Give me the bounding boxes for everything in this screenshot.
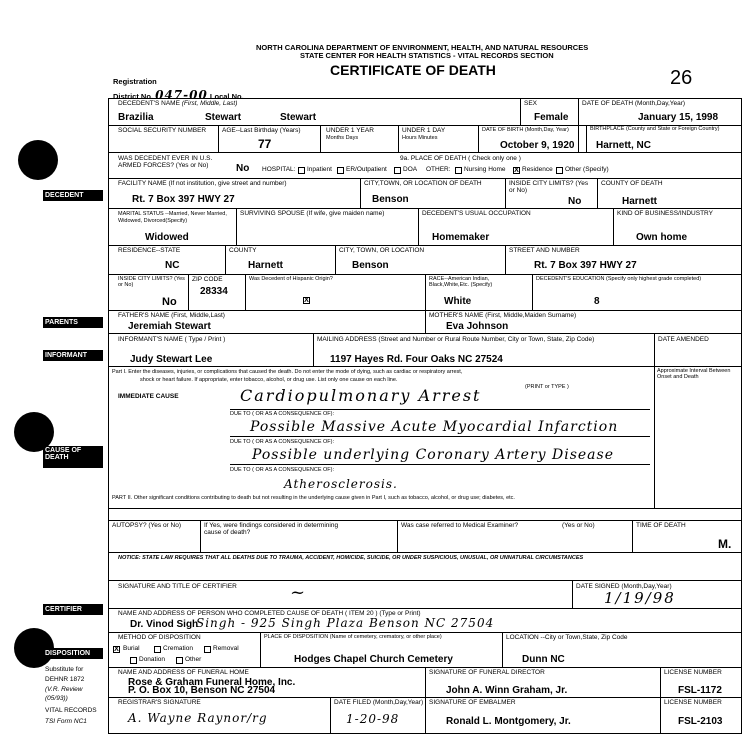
due-to-d-label: DUE TO ( OR AS A CONSEQUENCE OF): — [230, 467, 335, 473]
county-label: COUNTY — [229, 247, 257, 254]
approx-label: Approximate Interval Between Onset and Death — [657, 368, 731, 380]
inside-city-label: INSIDE CITY LIMITS? (Yes or No) — [509, 180, 589, 194]
place-death-label: 9a. PLACE OF DEATH ( Check only one ) — [400, 155, 521, 162]
fh-name: Rose & Graham Funeral Home, Inc. — [128, 677, 296, 688]
part1-text-b: shock or heart failure. If appropriate, enter tobacco, alcohol, or drug use. List only one cause on each line. — [140, 377, 398, 383]
location-value: Dunn NC — [522, 654, 565, 665]
decedent-middle: Stewart — [205, 112, 242, 123]
amended-label: DATE AMENDED — [658, 336, 709, 343]
county-death-label: COUNTY OF DEATH — [601, 180, 663, 187]
sub-line-5: VITAL RECORDS — [45, 707, 97, 714]
hispanic-label: Was Decedent of Hispanic Origin? — [249, 276, 333, 282]
license1-label: LICENSE NUMBER — [664, 669, 722, 676]
section-parents: PARENTS — [43, 317, 103, 328]
section-cause: CAUSE OF DEATH — [43, 446, 103, 468]
district-label: District No. 047-00 Local No. — [113, 88, 244, 102]
dob-value: October 9, 1920 — [500, 140, 575, 151]
license1-value: FSL-1172 — [678, 685, 722, 696]
birthplace-value: Harnett, NC — [596, 140, 652, 151]
decedent-last: Stewart — [280, 112, 317, 123]
page-title: CERTIFICATE OF DEATH — [330, 62, 496, 78]
ssn-label: SOCIAL SECURITY NUMBER — [118, 127, 207, 134]
age-value: 77 — [258, 137, 272, 151]
hospital-label: HOSPITAL: — [262, 166, 296, 173]
inside-city-value: No — [568, 196, 582, 207]
burial-checkbox[interactable]: X — [114, 646, 119, 653]
father-label: FATHER'S NAME (First, Middle,Last) — [118, 312, 225, 319]
doa-label: DOA — [403, 166, 418, 173]
hole-punch-top — [18, 140, 58, 180]
other-label: OTHER: — [426, 166, 451, 173]
nursing-label: Nursing Home — [464, 166, 506, 173]
nursing-checkbox[interactable] — [455, 167, 462, 174]
name-label: DECEDENT'S NAME (First, Middle, Last) — [118, 100, 238, 107]
kind-business-label: KIND OF BUSINESS/INDUSTRY — [617, 210, 713, 217]
section-certifier: CERTIFIER — [43, 604, 103, 615]
hispanic-no-checkbox[interactable]: X — [304, 297, 309, 304]
place-disp-label: PLACE OF DISPOSITION (Name of cemetery, crematory, or other place) — [264, 634, 442, 640]
education-value: 8 — [594, 296, 600, 307]
doa-checkbox[interactable] — [394, 167, 401, 174]
cause-d: Atherosclerosis. — [284, 477, 398, 491]
section-disposition: DISPOSITION — [43, 648, 103, 659]
res-state-value: NC — [165, 260, 180, 271]
res-county-value: Harnett — [248, 260, 284, 271]
sub-line-1: Substitute for — [45, 666, 84, 673]
spouse-label: SURVIVING SPOUSE (If wife, give maiden name) — [240, 210, 385, 217]
city-town-label: CITY,TOWN, OR LOCATION OF DEATH — [364, 180, 482, 187]
street-label: STREET AND NUMBER — [509, 247, 580, 254]
autopsy-label: AUTOPSY? (Yes or No) — [112, 522, 181, 529]
other-spec-checkbox[interactable] — [556, 167, 563, 174]
removal-checkbox[interactable] — [204, 646, 211, 653]
age-label: AGE--Last Birthday (Years) — [222, 127, 301, 134]
dod-label: DATE OF DEATH (Month,Day,Year) — [582, 100, 686, 107]
marital-value: Widowed — [145, 232, 189, 243]
print-type-label: (PRINT or TYPE ) — [525, 384, 569, 390]
method-label: METHOD OF DISPOSITION — [118, 634, 201, 641]
inside-city2-label: INSIDE CITY LIMITS? (Yes or No) — [118, 276, 185, 288]
facility-value: Rt. 7 Box 397 HWY 27 — [132, 194, 235, 205]
cert-addr-label: NAME AND ADDRESS OF PERSON WHO COMPLETED CAUSE OF DEATH ( ITEM 20 ) (Type or Print) — [118, 610, 421, 617]
kind-business-value: Own home — [636, 232, 688, 243]
me-label: Was case referred to Medical Examiner? — [401, 522, 519, 529]
informant-label: INFORMANT'S NAME ( Type / Print ) — [118, 336, 226, 343]
burial-label: Burial — [123, 645, 140, 652]
registrar-signature: A. Wayne Raynor/rg — [128, 711, 268, 725]
occupation-label: DECEDENT'S USUAL OCCUPATION — [422, 210, 531, 217]
due-to-b-label: DUE TO ( OR AS A CONSEQUENCE OF): — [230, 411, 335, 417]
cremation-label: Cremation — [163, 645, 193, 652]
license2-value: FSL-2103 — [678, 716, 723, 727]
inpatient-checkbox[interactable] — [298, 167, 305, 174]
mother-value: Eva Johnson — [446, 321, 509, 332]
other-spec-label: Other (Specify) — [565, 166, 609, 173]
under1y-label: UNDER 1 YEAR — [326, 127, 374, 134]
armed-value: No — [236, 163, 250, 174]
donation-checkbox[interactable] — [130, 657, 137, 664]
sig-director-label: SIGNATURE OF FUNERAL DIRECTOR — [429, 669, 545, 676]
date-signed-value: 1/19/98 — [604, 589, 676, 607]
section-decedent: DECEDENT — [43, 190, 103, 201]
me-yesno-label: (Yes or No) — [562, 522, 595, 529]
sub-line-6: TSI Form NC1 — [45, 718, 87, 725]
certifier-signature: ~ — [290, 582, 307, 603]
date-filed-label: DATE FILED (Month,Day,Year) — [334, 699, 424, 706]
er-label: ER/Outpatient — [346, 166, 387, 173]
sig-embalmer-label: SIGNATURE OF EMBALMER — [429, 699, 516, 706]
sex-value: Female — [534, 112, 569, 123]
residence-label: Residence — [522, 166, 553, 173]
director-value: John A. Winn Graham, Jr. — [446, 685, 568, 696]
facility-label: FACILITY NAME (If not institution, give street and number) — [118, 180, 287, 187]
embalmer-value: Ronald L. Montgomery, Jr. — [446, 716, 571, 727]
sex-label: SEX — [524, 100, 538, 107]
funeral-home-label: NAME AND ADDRESS OF FUNERAL HOME — [118, 669, 249, 676]
dept-name: NORTH CAROLINA DEPARTMENT OF ENVIRONMENT, HEALTH, AND NATURAL RESOURCES — [256, 43, 589, 52]
residence-checkbox[interactable]: X — [514, 167, 519, 174]
sub-line-2: DEHNR 1872 — [45, 676, 85, 683]
occupation-value: Homemaker — [432, 232, 490, 243]
cause-b: Possible Massive Acute Myocardial Infarction — [250, 419, 619, 435]
part2-text: PART II. Other significant conditions contributing to death but not resulting in the underlying cause given in Part I, such as tobacco, alcohol, or drug use; diabetes, etc. — [112, 495, 515, 501]
other2-label: Other — [185, 656, 202, 663]
city-death-value: Benson — [372, 194, 409, 205]
education-label: DECEDENT'S EDUCATION (Specify only highest grade completed) — [536, 276, 702, 282]
race-label: RACE--American Indian, Black,White,Etc. (Specify) — [429, 276, 493, 288]
section-informant: INFORMANT — [43, 350, 103, 361]
fh-addr: P. O. Box 10, Benson NC 27504 — [128, 685, 276, 696]
marital-label: MARITAL STATUS --Married, Never Married, Widowed, Divorced(Specify) — [118, 211, 227, 224]
date-signed-label: DATE SIGNED (Month,Day,Year) — [576, 583, 672, 590]
other2-checkbox[interactable] — [176, 657, 183, 664]
father-value: Jeremiah Stewart — [128, 321, 211, 332]
time-label: TIME OF DEATH — [636, 522, 686, 529]
center-name: STATE CENTER FOR HEALTH STATISTICS - VITAL RECORDS SECTION — [300, 51, 554, 60]
dob-label: DATE OF BIRTH (Month,Day, Year) — [482, 127, 569, 133]
res-city-value: Benson — [352, 260, 389, 271]
res-state-label: RESIDENCE--STATE — [118, 247, 181, 254]
armed-label: WAS DECEDENT EVER IN U.S. ARMED FORCES? (Yes or No) — [118, 155, 213, 170]
immediate-label: IMMEDIATE CAUSE — [118, 393, 179, 400]
sub-line-4: (05/93)) — [45, 695, 68, 702]
notice-text: NOTICE: STATE LAW REQUIRES THAT ALL DEATHS DUE TO TRAUMA, ACCIDENT, HOMICIDE, SUICIDE, OR UNDER SUSPICIOUS, UNUSUAL, OR UNNATURAL CIRCUMSTANCES — [118, 555, 584, 561]
zip-value: 28334 — [200, 286, 228, 297]
dod-value: January 15, 1998 — [638, 112, 719, 123]
time-value: M. — [718, 537, 732, 551]
removal-label: Removal — [213, 645, 239, 652]
certifier-name: Dr. Vinod Sigh — [130, 619, 199, 630]
decedent-first: Brazilia — [118, 112, 154, 123]
due-to-c-label: DUE TO ( OR AS A CONSEQUENCE OF): — [230, 439, 335, 445]
location-label: LOCATION --City or Town,State, Zip Code — [506, 634, 628, 641]
part1-text: Part I. Enter the diseases, injuries, or complications that caused the death. Do not enter the mode of dying, such as cardiac or respiratory arrest, — [112, 369, 463, 375]
certificate-number: 26 — [670, 67, 693, 89]
under1d-label: UNDER 1 DAY — [402, 127, 446, 134]
mailing-value: 1197 Hayes Rd. Four Oaks NC 27524 — [330, 354, 503, 365]
res-street-value: Rt. 7 Box 397 HWY 27 — [534, 260, 637, 271]
informant-value: Judy Stewart Lee — [130, 354, 213, 365]
cause-a: Cardiopulmonary Arrest — [240, 386, 482, 405]
place-disp-value: Hodges Chapel Church Cemetery — [294, 654, 453, 665]
certifier-address: Singh - 925 Singh Plaza Benson NC 27504 — [196, 616, 495, 630]
sub-line-3: (V.R. Review — [45, 686, 83, 693]
donation-label: Donation — [139, 656, 166, 663]
city-loc-label: CITY, TOWN, OR LOCATION — [339, 247, 425, 254]
inpatient-label: Inpatient — [307, 166, 332, 173]
inside-city2-value: No — [162, 296, 177, 308]
county-death-value: Harnett — [622, 196, 658, 207]
cause-c: Possible underlying Coronary Artery Disease — [252, 447, 614, 463]
zip-label: ZIP CODE — [192, 276, 223, 283]
race-value: White — [444, 296, 472, 307]
registrar-label: REGISTRAR'S SIGNATURE — [118, 699, 201, 706]
cremation-checkbox[interactable] — [154, 646, 161, 653]
birthplace-label: BIRTHPLACE (County and State or Foreign Country) — [590, 126, 720, 132]
hours-minutes-label: Hours Minutes — [402, 135, 438, 141]
license2-label: LICENSE NUMBER — [664, 699, 722, 706]
district-number: 047-00 — [155, 88, 208, 102]
date-filed-value: 1-20-98 — [346, 712, 400, 726]
mailing-label: MAILING ADDRESS (Street and Number or Rural Route Number, City or Town, State, Zip Code) — [317, 336, 595, 343]
signature-label: SIGNATURE AND TITLE OF CERTIFIER — [118, 583, 237, 590]
findings-label: If Yes, were findings considered in determining cause of death? — [204, 522, 339, 536]
registration-label: Registration — [113, 77, 157, 86]
er-checkbox[interactable] — [337, 167, 344, 174]
months-days-label: Months Days — [326, 135, 359, 141]
mother-label: MOTHER'S NAME (First, Middle,Maiden Surname) — [429, 312, 577, 319]
